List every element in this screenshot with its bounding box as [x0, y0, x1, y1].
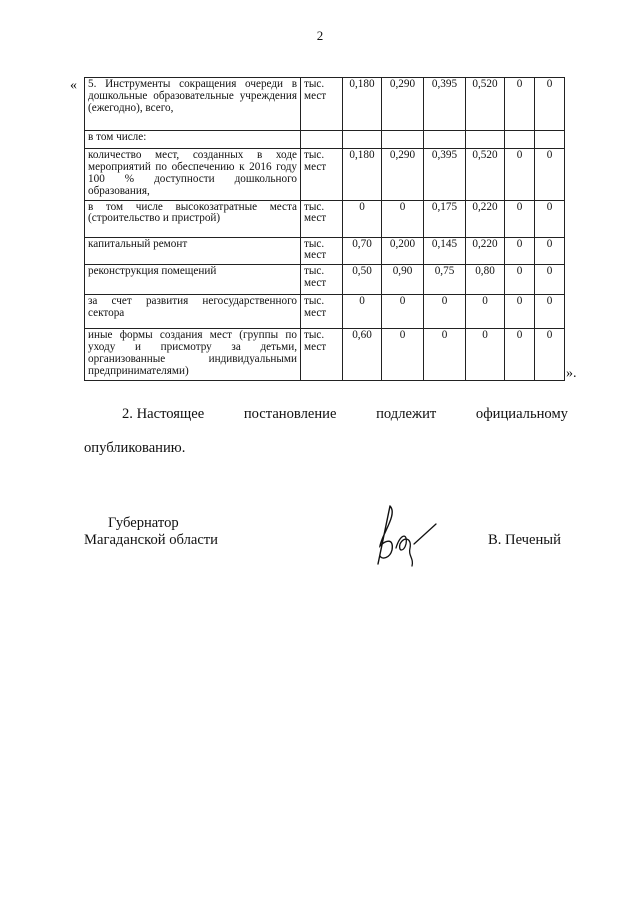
value-cell: 0 [505, 295, 535, 329]
value-cell: 0,60 [343, 329, 382, 381]
value-cell: 0 [343, 295, 382, 329]
value-cell [505, 131, 535, 149]
value-cell: 0 [382, 295, 424, 329]
opening-quote: « [70, 78, 77, 93]
value-cell: 0 [535, 329, 565, 381]
table-row [85, 295, 565, 329]
table-row [85, 131, 565, 149]
indicator-name: в том числе высокозатратные места (строительство и пристрой) [85, 200, 301, 237]
indicator-name: капитальный ремонт [85, 237, 301, 265]
indicator-name: иные формы создания мест (группы по уходу и присмотру за детьми, организованные индивидуальными предпринимателями) [85, 329, 301, 381]
value-cell: 0 [505, 237, 535, 265]
value-cell: 0,90 [382, 265, 424, 295]
value-cell: 0 [466, 329, 505, 381]
signatory-name: В. Печеный [488, 532, 561, 548]
value-cell [343, 131, 382, 149]
closing-quote: ». [566, 366, 577, 381]
handwritten-signature [368, 494, 440, 570]
value-cell: 0,200 [382, 237, 424, 265]
table-row [85, 329, 565, 381]
indicator-name: 5. Инструменты сокращения очереди в дошкольные образовательные учреждения (ежегодно), всего, [85, 78, 301, 131]
indicator-name: количество мест, созданных в ходе мероприятий по обеспечению к 2016 году 100 % доступности дошкольного образования, [85, 149, 301, 201]
unit-cell: тыс. мест [301, 200, 343, 237]
table-row [85, 265, 565, 295]
table-row [85, 237, 565, 265]
value-cell: 0 [505, 200, 535, 237]
value-cell: 0 [343, 200, 382, 237]
value-cell: 0 [505, 265, 535, 295]
value-cell: 0 [382, 329, 424, 381]
value-cell: 0,290 [382, 149, 424, 201]
indicator-name: реконструкция помещений [85, 265, 301, 295]
value-cell: 0,395 [424, 149, 466, 201]
unit-cell: тыс. мест [301, 329, 343, 381]
value-cell: 0 [505, 149, 535, 201]
value-cell [535, 131, 565, 149]
unit-cell: тыс. мест [301, 78, 343, 131]
paragraph-word: официальному [475, 406, 568, 422]
value-cell: 0,220 [466, 200, 505, 237]
paragraph-word: подлежит [376, 406, 437, 422]
table-row [85, 200, 565, 237]
value-cell [382, 131, 424, 149]
resolution-paragraph-line1 [84, 406, 568, 423]
value-cell: 0,220 [466, 237, 505, 265]
value-cell: 0,395 [424, 78, 466, 131]
indicators-table [84, 77, 565, 381]
value-cell: 0 [505, 329, 535, 381]
paragraph-word: 2. Настоящее [122, 406, 205, 422]
value-cell: 0,75 [424, 265, 466, 295]
value-cell: 0,290 [382, 78, 424, 131]
value-cell: 0,180 [343, 78, 382, 131]
value-cell: 0 [424, 295, 466, 329]
unit-cell: тыс. мест [301, 149, 343, 201]
value-cell [466, 131, 505, 149]
value-cell: 0,175 [424, 200, 466, 237]
value-cell: 0,520 [466, 78, 505, 131]
value-cell: 0,80 [466, 265, 505, 295]
value-cell: 0 [382, 200, 424, 237]
paragraph-word: постановление [243, 406, 337, 422]
value-cell: 0,520 [466, 149, 505, 201]
unit-cell [301, 131, 343, 149]
value-cell: 0,180 [343, 149, 382, 201]
value-cell [424, 131, 466, 149]
resolution-paragraph-line2: опубликованию. [84, 440, 186, 456]
value-cell: 0 [505, 78, 535, 131]
indicator-name: за счет развития негосударственного сектора [85, 295, 301, 329]
value-cell: 0 [535, 200, 565, 237]
unit-cell: тыс. мест [301, 237, 343, 265]
value-cell: 0 [466, 295, 505, 329]
value-cell: 0 [535, 237, 565, 265]
value-cell: 0 [535, 78, 565, 131]
value-cell: 0,70 [343, 237, 382, 265]
value-cell: 0 [535, 265, 565, 295]
table-row [85, 149, 565, 201]
signatory-title-line2: Магаданской области [84, 532, 218, 548]
value-cell: 0 [535, 149, 565, 201]
unit-cell: тыс. мест [301, 295, 343, 329]
signatory-title-line1: Губернатор [108, 515, 179, 531]
page-number: 2 [316, 28, 324, 43]
value-cell: 0 [535, 295, 565, 329]
value-cell: 0,50 [343, 265, 382, 295]
table-row [85, 78, 565, 131]
value-cell: 0 [424, 329, 466, 381]
value-cell: 0,145 [424, 237, 466, 265]
indicator-name: в том числе: [85, 131, 301, 149]
unit-cell: тыс. мест [301, 265, 343, 295]
